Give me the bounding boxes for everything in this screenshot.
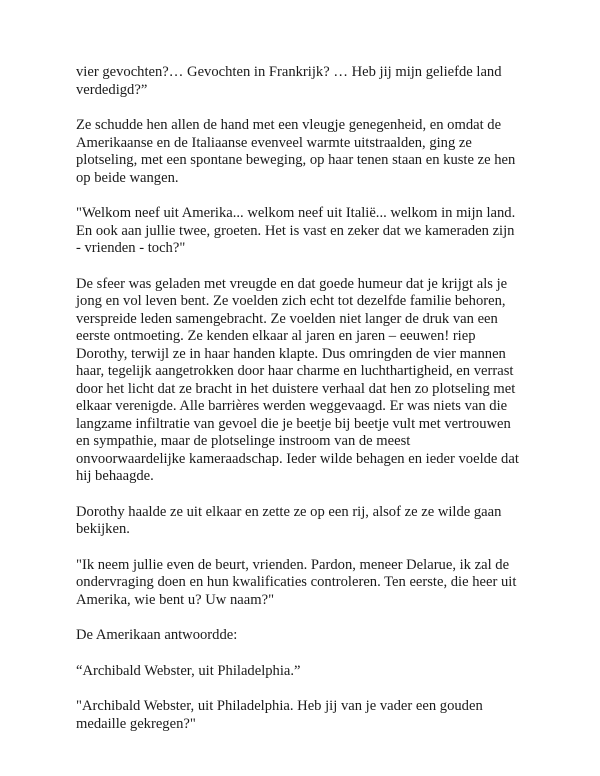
- paragraph-9: "Archibald Webster, uit Philadelphia. Heb jij van je vader een gouden medaille gekregen?": [76, 698, 483, 732]
- document-page: [76, 64, 538, 751]
- paragraph-1: vier gevochten?… Gevochten in Frankrijk? … Heb jij mijn geliefde land verdedigd?”: [76, 64, 502, 98]
- paragraph-4: De sfeer was geladen met vreugde en dat goede humeur dat je krijgt als je jong en vol leven bent. Ze voelden zich echt tot dezelfde familie behoren, verspreide leden samengebracht. Ze voelden niet langer de druk van een eerste ontmoeting. Ze kenden elkaar al jaren en jaren – eeuwen! riep Dorothy, terwijl ze in haar handen klapte. Dus omringden de vier mannen haar, tegelijk aangetrokken door haar charme en luchthartigheid, en verrast door het licht dat ze bracht in het duistere verhaal dat hen zo plotseling met elkaar verenigde. Alle barrières werden weggevaagd. Er was niets van die langzame infiltratie van gevoel die je beetje bij beetje vult met vertrouwen en sympathie, maar de plotselinge instroom van de meest onvoorwaardelijke kameraadschap. Ieder wilde behagen en ieder voelde dat hij behaagde.: [76, 275, 519, 484]
- paragraph-6: "Ik neem jullie even de beurt, vrienden. Pardon, meneer Delarue, ik zal de ondervraging doen en hun kwalificaties controleren. Ten eerste, die heer uit Amerika, wie bent u? Uw naam?": [76, 556, 517, 608]
- paragraph-7: De Amerikaan antwoordde:: [76, 627, 238, 643]
- paragraph-3: "Welkom neef uit Amerika... welkom neef uit Italië... welkom in mijn land. En ook aan jullie twee, groeten. Het is vast en zeker dat we kameraden zijn - vrienden - toch?": [76, 205, 516, 256]
- paragraph-8: “Archibald Webster, uit Philadelphia.”: [76, 662, 301, 679]
- paragraph-5: Dorothy haalde ze uit elkaar en zette ze op een rij, alsof ze ze wilde gaan bekijken.: [76, 503, 502, 537]
- paragraph-2: Ze schudde hen allen de hand met een vleugje genegenheid, en omdat de Amerikaanse en de Italiaanse evenveel warmte uitstraalden, ging ze plotseling, met een spontane beweging, op haar tenen staan en kuste ze hen op beide wangen.: [76, 117, 516, 186]
